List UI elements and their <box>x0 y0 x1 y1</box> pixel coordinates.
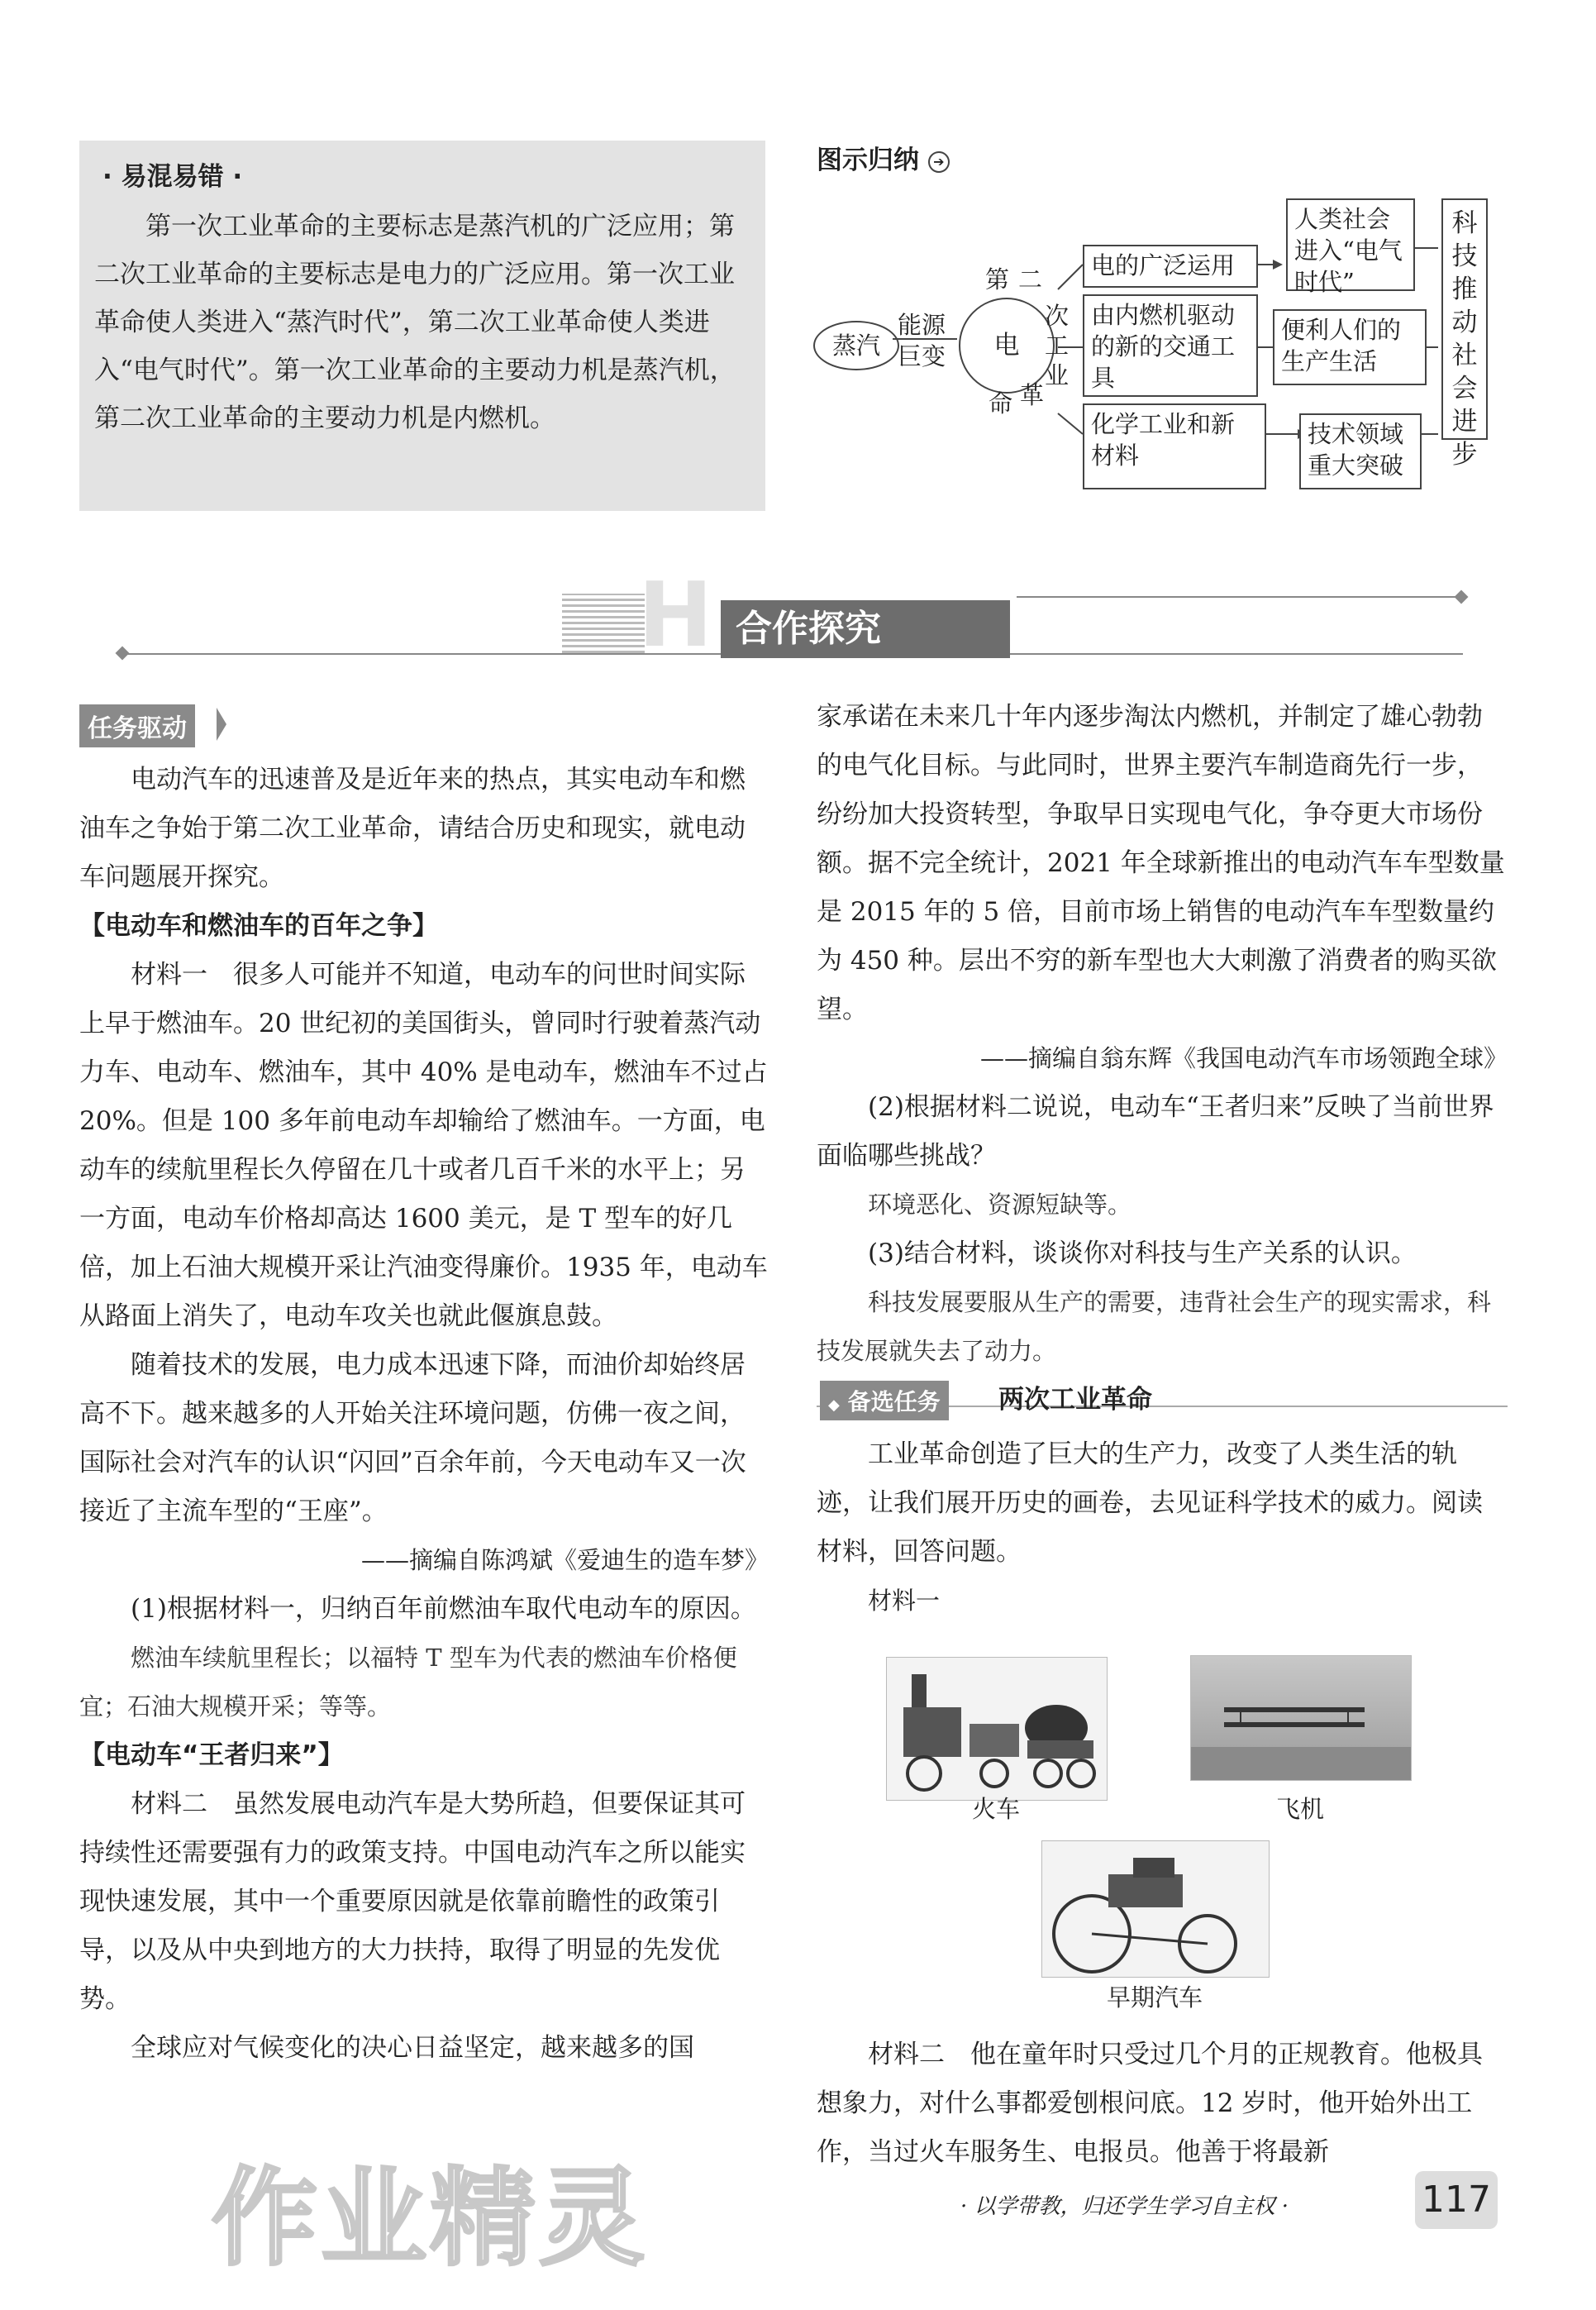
material2-block <box>817 2031 1508 2177</box>
early-car-caption: 早期汽车 <box>1106 1983 1203 2012</box>
train-icon <box>887 1658 1107 1800</box>
banner-rule-top <box>1017 596 1463 598</box>
rev-char-5: 业 <box>1045 361 1070 389</box>
material1-paragraph1: 材料一 很多人可能并不知道，电动车的问世时间实际上早于燃油车。20 世纪初的美国街头，曾同时行驶着蒸汽动力车、电动车、燃油车，其中 40% 是电动车，燃油车不过占 20%。但是 100 多年前电动车却输给了燃油车。一方面，电动车的续航里程长久停留在几十或者几百千米的水平上；另一方面，电动车价格却高达 1600 美元，是 T 型车的好几倍，加上石油大规模开采让汽油变得廉价。1935 年，电动车从路面上消失了，电动车攻关也就此偃旗息鼓。 <box>79 960 768 1331</box>
rev-char-4: 工 <box>1045 332 1070 360</box>
task-chip: 任务驱动 <box>79 704 195 747</box>
material2-paragraph1: 材料二 虽然发展电动汽车是大势所趋，但要保证其可持续性还需要强有力的政策支持。中国电动汽车之所以能实现快速发展，其中一个重要原因就是依靠前瞻性的政策引导，以及从中央到地方的大力扶持，取得了明显的先发优势。 <box>79 1789 746 2014</box>
material2-source: ——摘编自翁东辉《我国电动汽车市场领跑全球》 <box>979 1044 1508 1072</box>
box-convenience: 便利人们的生产生活 <box>1273 309 1427 385</box>
rev-char-6: 命 <box>989 389 1013 418</box>
heading-century-contest: 【电动车和燃油车的百年之争】 <box>79 911 438 941</box>
rev-char-7: 革 <box>1020 381 1045 409</box>
page-number: 117 <box>1415 2171 1498 2229</box>
diagram-title: 图示归纳 ➔ <box>817 139 950 176</box>
material2-continued: 家承诺在未来几十年内逐步淘汰内燃机，并制定了雄心勃勃的电气化目标。与此同时，世界主要汽车制造商先行一步，纷纷加大投资转型，争取早日实现电气化，争夺更大市场份额。据不完全统计，2021 年全球新推出的电动汽车车型数量是 2015 年的 5 倍，目前市场上销售的电动汽车车型数量约为 450 种。层出不穷的新车型也大大刺激了消费者的购买欲望。 <box>817 702 1505 1024</box>
steam-node: 蒸汽 <box>813 321 899 370</box>
alt-task-chip: ◆ 备选任务 <box>820 1381 949 1420</box>
alt-task-intro-block <box>817 1430 1508 1625</box>
box-tech-breakthrough: 技术领域重大突破 <box>1299 413 1422 489</box>
rev-char-1: 第 <box>985 265 1010 294</box>
answer3: 科技发展要服从生产的需要，违背社会生产的现实需求，科技发展就失去了动力。 <box>817 1288 1492 1365</box>
box-chemical-industry: 化学工业和新材料 <box>1083 403 1266 489</box>
heading-king-returns: 【电动车“王者归来”】 <box>79 1740 344 1770</box>
material1-paragraph2: 随着技术的发展，电力成本迅速下降，而油价却始终居高不下。越来越多的人开始关注环境问题，仿佛一夜之间，国际社会对汽车的认识“闪回”百余年前，今天电动车又一次接近了主流车型的“王座”。 <box>79 1350 746 1526</box>
intro-paragraph: 电动汽车的迅速普及是近年来的热点，其实电动车和燃油车之争始于第二次工业革命，请结合历史和现实，就电动车问题展开探究。 <box>79 765 746 892</box>
airplane-caption: 飞机 <box>1275 1795 1324 1823</box>
confusion-box-title: · 易混易错 · <box>102 162 243 192</box>
watermark: 作业精灵 <box>212 2157 649 2280</box>
material1-label: 材料一 <box>868 1587 941 1615</box>
confusion-box-text: 第一次工业革命的主要标志是蒸汽机的广泛应用；第二次工业革命的主要标志是电力的广泛应用。第一次工业革命使人类进入“蒸汽时代”，第二次工业革命使人类进入“电气时代”。第一次工业革命的主要动力机是蒸汽机，第二次工业革命的主要动力机是内燃机。 <box>94 212 736 433</box>
footer-motto: · 以学带教，归还学生学习自主权 · <box>960 2194 1289 2219</box>
question3: (3)结合材料，谈谈你对科技与生产关系的认识。 <box>868 1239 1417 1268</box>
airplane-image <box>1190 1655 1412 1781</box>
early-car-image <box>1041 1840 1270 1978</box>
box-electric-age: 人类社会进入“电气时代” <box>1286 198 1415 291</box>
alt-task-title: 两次工业革命 <box>998 1385 1152 1415</box>
early-car-icon <box>1042 1841 1269 1977</box>
rev-char-3: 次 <box>1045 302 1070 330</box>
box-combustion-transport: 由内燃机驱动的新的交通工具 <box>1083 294 1258 397</box>
left-column <box>79 756 769 2073</box>
question2: (2)根据材料二说说，电动车“王者归来”反映了当前世界面临哪些挑战？ <box>817 1092 1494 1171</box>
train-caption: 火车 <box>971 1795 1020 1823</box>
answer1: 燃油车续航里程长；以福特 T 型车为代表的燃油车价格便宜；石油大规模开采；等等。 <box>79 1644 737 1721</box>
box-progress: 科技推动社会进步 <box>1441 198 1488 440</box>
banner-letter: H <box>638 564 713 667</box>
question1: (1)根据材料一，归纳百年前燃油车取代电动车的原因。 <box>131 1594 756 1624</box>
rule-end-left <box>116 647 130 661</box>
rev-char-2: 二 <box>1018 265 1043 294</box>
section-title: 合作探究 <box>721 600 1010 658</box>
airplane-icon <box>1191 1656 1411 1780</box>
material2-biography: 材料二 他在童年时只受过几个月的正规教育。他极具想象力，对什么事都爱刨根问底。12 岁时，他开始外出工作，当过火车服务生、电报员。他善于将最新 <box>817 2040 1483 2167</box>
alt-task-intro: 工业革命创造了巨大的生产力，改变了人类生活的轨迹，让我们展开历史的画卷，去见证科学技术的威力。阅读材料，回答问题。 <box>817 1439 1483 1567</box>
train-image <box>886 1657 1108 1801</box>
diamond-icon: ◆ <box>828 1396 840 1414</box>
banner-stripes <box>562 594 645 653</box>
right-column-top <box>817 693 1508 1376</box>
box-electric-use: 电的广泛运用 <box>1083 245 1258 288</box>
electric-node: 电 <box>959 298 1055 394</box>
energy-change-label: 能源 巨变 <box>898 311 946 370</box>
chip-arrow-icon <box>217 708 226 741</box>
arrow-circle-icon: ➔ <box>928 151 950 173</box>
material2-paragraph2: 全球应对气候变化的决心日益坚定，越来越多的国 <box>131 2033 694 2063</box>
material1-source: ——摘编自陈鸿斌《爱迪生的造车梦》 <box>360 1546 769 1574</box>
answer2: 环境恶化、资源短缺等。 <box>868 1191 1132 1219</box>
